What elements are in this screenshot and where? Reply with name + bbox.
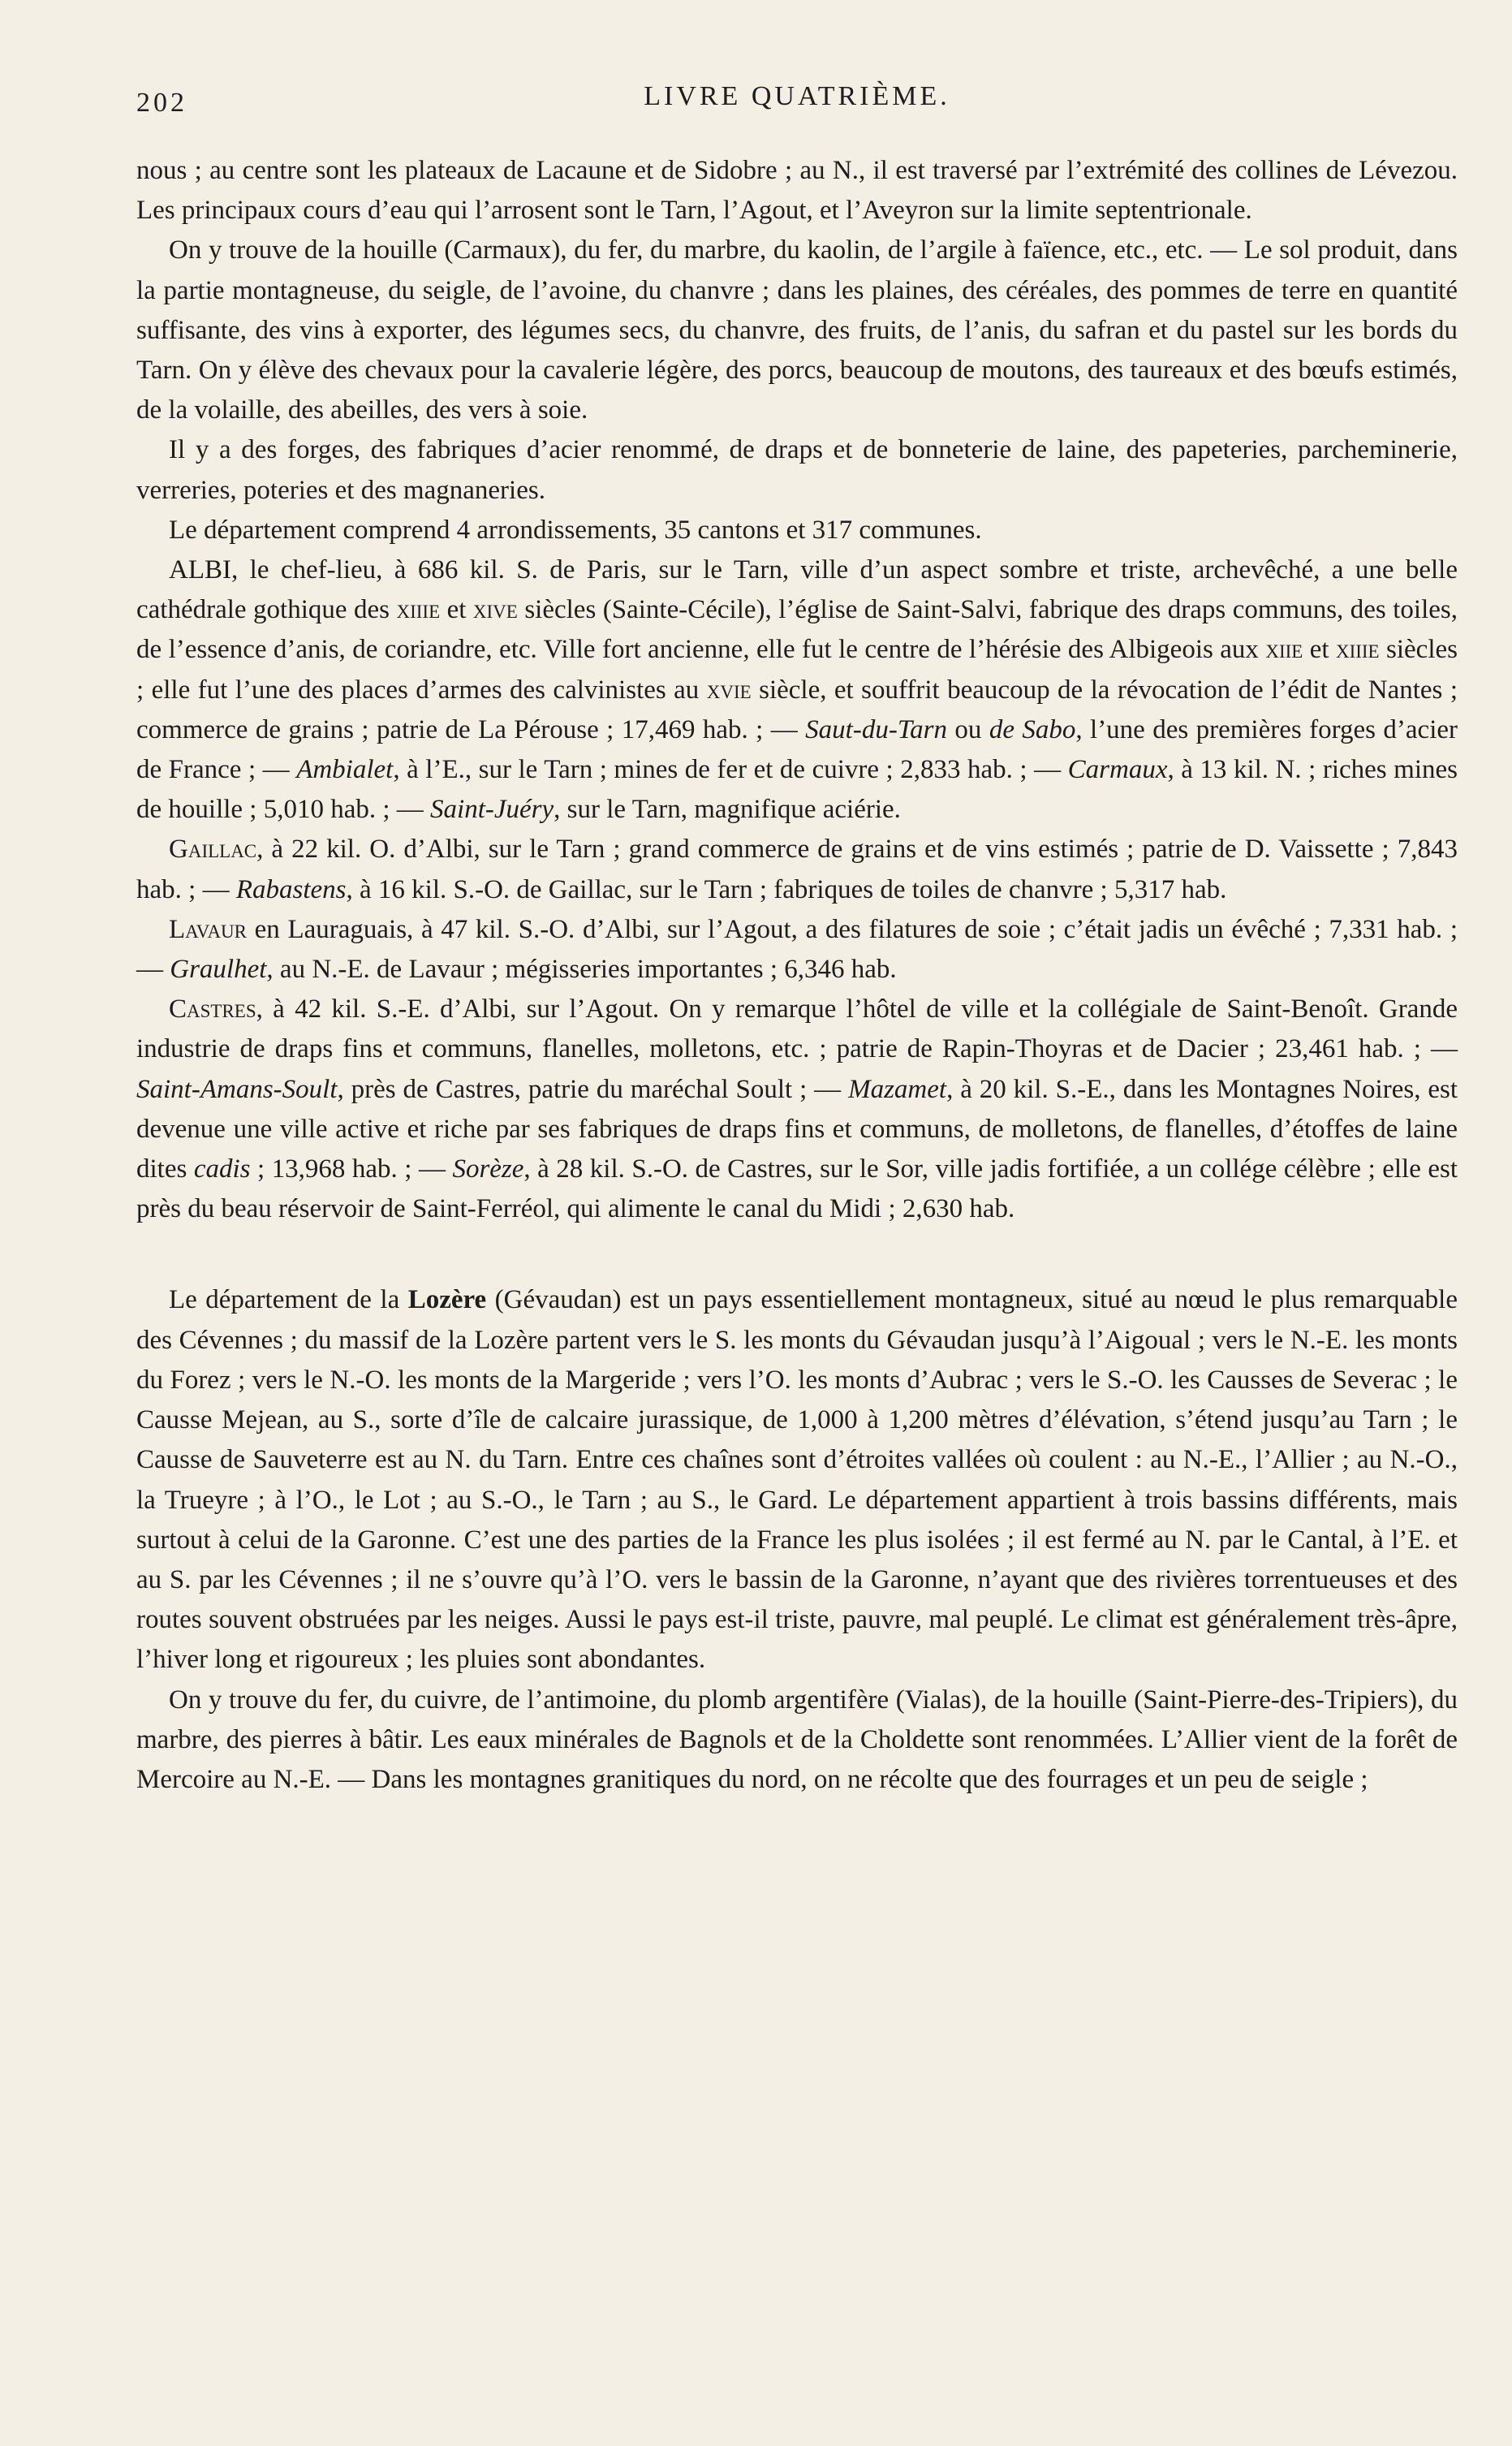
text-run: On y trouve de la houille (Carmaux), du fer, du marbre, du kaolin, de l’argile à faïence, etc., etc. — Le sol produit, dans la partie montagneuse, du seigle, de l’avoine, du chanvre ; dans les plaines, des céréales, des pommes de terre en quantité suffisante, des vins à exporter, des légumes secs, du chanvre, des fruits, de l’anis, du safran et du pastel sur les bords du Tarn. On y élève des chevaux pour la cavalerie légère, des porcs, beaucoup de moutons, des taureaux et des bœufs estimés, de la volaille, des abeilles, des vers à soie.: [136, 235, 1458, 425]
text-run: ; 13,968 hab. ; —: [250, 1154, 453, 1184]
paragraph: [136, 550, 1458, 830]
text-run: , à 22 kil. O. d’Albi, sur le Tarn ; grand commerce de grains et de vins estimés ; patrie de D. Vaissette ; 7,843 hab. ; —: [136, 835, 1458, 904]
text-run: , au N.-E. de Lavaur ; mégisseries importantes ; 6,346 hab.: [266, 955, 897, 985]
italic-place-name: Saint-Juéry: [430, 795, 554, 825]
text-run: Le département comprend 4 arrondissements, 35 cantons et 317 communes.: [169, 515, 982, 545]
text-run: siècles ; elle fut l’une des places d’armes des calvinistes au: [136, 635, 1458, 705]
book-page: [136, 81, 1458, 1800]
paragraph: [136, 1680, 1458, 1801]
italic-place-name: Sorèze: [452, 1154, 524, 1184]
text-run: en Lauraguais, à 47 kil. S.-O. d’Albi, sur l’Agout, a des filatures de soie ; c’était jadis un évêché ; 7,331 hab. ; —: [136, 914, 1458, 985]
text-run: , à l’E., sur le Tarn ; mines de fer et de cuivre ; 2,833 hab. ; —: [393, 755, 1068, 785]
small-caps-text: xiiie: [396, 595, 441, 625]
bold-heading: Lozère: [407, 1285, 487, 1315]
text-run: siècles (Sainte-Cécile), l’église de Saint-Salvi, fabrique des draps communs, des toiles, de l’essence d’anis, de coriandre, etc. Ville fort ancienne, elle fut le centre de l’hérésie des Albigeois aux: [136, 595, 1458, 665]
paragraph: [136, 910, 1458, 990]
small-caps-text: xive: [472, 595, 518, 625]
small-caps-text: xvie: [706, 675, 752, 705]
italic-place-name: de Sabo: [989, 714, 1076, 744]
small-caps-text: xiiie: [1335, 635, 1380, 665]
text-run: (Gévaudan) est un pays essentiellement montagneux, situé au nœud le plus remarquable des Cévennes ; du massif de la Lozère partent vers le S. les monts du Gévaudan jusqu’à l’Aigoual ; vers le N.-E. les monts du Forez ; vers le N.-O. les monts de la Margeride ; vers l’O. les monts d’Aubrac ; vers le S.-O. les Causses de Severac ; le Causse Mejean, au S., sorte d’île de calcaire jurassique, de 1,000 à 1,200 mètres d’élévation, s’étend jusqu’au Tarn ; le Causse de Sauveterre est au N. du Tarn. Entre ces chaînes sont d’étroites vallées où coulent : au N.-E., l’Allier ; au N.-O., la Trueyre ; à l’O., le Lot ; au S.-O., le Tarn ; au S., le Gard. Le département appartient à trois bassins différents, mais surtout à celui de la Garonne. C’est une des parties de la France les plus isolées ; il est fermé au N. par le Cantal, à l’E. et au S. par les Cévennes ; il ne s’ouvre qu’à l’O. vers le bassin de la Garonne, n’ayant que des rivières torrentueuses et des routes souvent obstruées par les neiges. Aussi le pays est-il triste, pauvre, mal peuplé. Le climat est généralement très-âpre, l’hiver long et rigoureux ; les pluies sont abondantes.: [136, 1285, 1458, 1675]
text-run: et: [1303, 635, 1336, 665]
small-caps-text: xiie: [1265, 635, 1303, 665]
paragraph: [136, 430, 1458, 510]
text-run: ALBI, le chef-lieu, à 686 kil. S. de Paris, sur le Tarn, ville d’un aspect sombre et triste, archevêché, a une belle cathédrale gothique des: [136, 555, 1458, 625]
italic-place-name: Saut-du-Tarn: [805, 714, 947, 744]
paragraph: [136, 511, 1458, 550]
italic-place-name: Carmaux: [1067, 755, 1168, 785]
italic-place-name: Rabastens: [235, 874, 347, 904]
text-run: Le département de la: [169, 1285, 408, 1315]
text-run: , à 16 kil. S.-O. de Gaillac, sur le Tarn ; fabriques de toiles de chanvre ; 5,317 hab.: [346, 874, 1227, 904]
body-text: [136, 151, 1458, 1800]
text-run: , à 28 kil. S.-O. de Castres, sur le Sor, ville jadis fortifiée, a un collége célèbre ; elle est près du beau réservoir de Saint-Ferréol, qui alimente le canal du Midi ; 2,630 hab.: [136, 1154, 1458, 1224]
text-run: , à 42 kil. S.-E. d’Albi, sur l’Agout. On y remarque l’hôtel de ville et la collégiale de Saint-Benoît. Grande industrie de draps fins et communs, flanelles, molletons, etc. ; patrie de Rapin-Thoyras et de Dacier ; 23,461 hab. ; —: [136, 994, 1458, 1064]
text-run: , sur le Tarn, magnifique aciérie.: [554, 795, 901, 825]
running-title: LIVRE QUATRIÈME.: [644, 81, 950, 111]
text-run: , à 13 kil. N. ; riches mines de houille ; 5,010 hab. ; —: [136, 755, 1458, 825]
italic-place-name: cadis: [193, 1154, 251, 1184]
page-number: 202: [136, 88, 187, 118]
text-run: ou: [947, 714, 989, 744]
section-break: [136, 1229, 1458, 1280]
italic-place-name: Mazamet: [848, 1074, 947, 1104]
small-caps-text: Castres: [169, 994, 256, 1025]
paragraph: [136, 231, 1458, 430]
italic-place-name: Ambialet: [296, 755, 394, 785]
paragraph: [136, 830, 1458, 909]
paragraph: [136, 990, 1458, 1229]
paragraph: [136, 151, 1458, 231]
text-run: et: [440, 595, 473, 625]
text-run: Il y a des forges, des fabriques d’acier renommé, de draps et de bonneterie de laine, des papeteries, parcheminerie, verreries, poteries et des magnaneries.: [136, 435, 1458, 505]
text-run: On y trouve du fer, du cuivre, de l’antimoine, du plomb argentifère (Vialas), de la houille (Saint-Pierre-des-Tripiers), du marbre, des pierres à bâtir. Les eaux minérales de Bagnols et de la Choldette sont renommées. L’Allier vient de la forêt de Mercoire au N.-E. — Dans les montagnes granitiques du nord, on ne récolte que des fourrages et un peu de seigle ;: [136, 1685, 1458, 1794]
text-run: , à 20 kil. S.-E., dans les Montagnes Noires, est devenue une ville active et riche par ses fabriques de draps fins et communs, de molletons, de flanelles, d’étoffes de laine dites: [136, 1074, 1458, 1184]
text-run: nous ; au centre sont les plateaux de Lacaune et de Sidobre ; au N., il est traversé par l’extrémité des collines de Lévezou. Les principaux cours d’eau qui l’arrosent sont le Tarn, l’Agout, et l’Aveyron sur la limite septentrionale.: [136, 156, 1458, 226]
page-header: [136, 81, 1458, 130]
paragraph: [136, 1280, 1458, 1680]
text-run: siècle, et souffrit beaucoup de la révocation de l’édit de Nantes ; commerce de grains ; patrie de La Pérouse ; 17,469 hab. ; —: [136, 675, 1458, 744]
small-caps-text: Lavaur: [169, 914, 248, 944]
small-caps-text: Gaillac: [169, 835, 257, 865]
text-run: , près de Castres, patrie du maréchal Soult ; —: [337, 1074, 849, 1104]
italic-place-name: Saint-Amans-Soult: [136, 1074, 338, 1104]
italic-place-name: Graulhet: [170, 955, 267, 985]
text-run: , l’une des premières forges d’acier de France ; —: [136, 714, 1458, 785]
